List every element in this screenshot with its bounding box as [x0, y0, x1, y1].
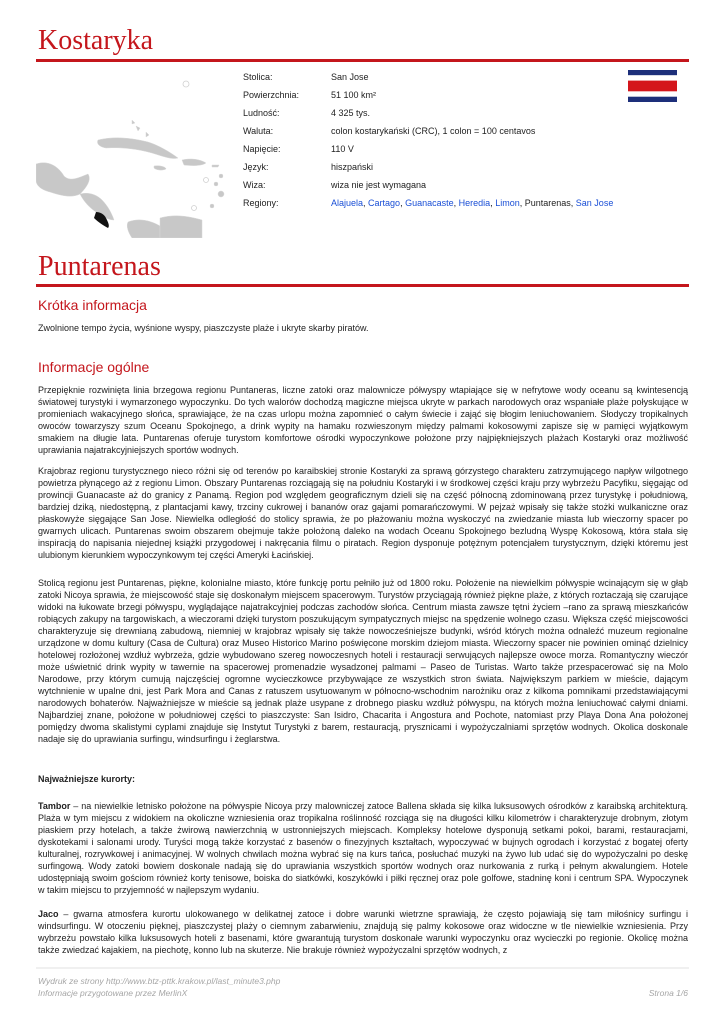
region-link-limon[interactable]: Limon — [495, 198, 520, 208]
fact-value: colon kostarykański (CRC), 1 colon = 100 centavos — [331, 126, 536, 136]
footer-page-number: Strona 1/6 — [648, 988, 688, 998]
resorts-heading — [38, 773, 688, 785]
fact-row-voltage — [243, 144, 613, 162]
fact-row-language — [243, 162, 613, 180]
fact-row-visa — [243, 180, 613, 198]
flag-stripe-blue-bottom — [628, 97, 677, 102]
region-current-puntarenas: Puntarenas — [524, 198, 571, 208]
region-link-guanacaste[interactable]: Guanacaste — [405, 198, 454, 208]
resort-jaco — [38, 908, 688, 956]
fact-label: Napięcie: — [243, 144, 281, 154]
region-title: Puntarenas — [38, 251, 161, 282]
country-facts-table — [243, 72, 613, 216]
resort-description: – gwarna atmosfera kurortu ulokowanego w delikatnej zatoce i dobre warunki wietrzne sprawiają, że często pojawiają się tam miłośnicy surfingu i windsurfingu. W otoczeniu pięknej, piaszczystej plaży o ciemnym zabarwieniu, znajdują się palmy kokosowe oraz widoczne w tle niewielkie wzniesienia. Przy wybrzeżu powstało kilka luksusowych hoteli z basenami, które gwarantują turystom doskonałe warunki wypoczynku oraz wycieczki po regionie. Okolicę można także zwiedzać kajakiem, na piechotę, konno lub na skuterze. Nie brakuje również wypożyczalni sprzętów wodnych, z — [38, 909, 688, 955]
fact-row-area — [243, 90, 613, 108]
resort-description: – na niewielkie letnisko położone na półwyspie Nicoya przy malowniczej zatoce Ballena składa się kilka luksusowych ośrodków z karaibską architekturą. Plaża w tym miejscu z widokiem na okoliczne wzniesienia oraz tropikalna roślinność rozciąga się na długości kilku kilometrów i charakteryzuje drobnym, złotym piaskiem przy hotelach, a także żwirową nawierzchnią w ustronniejszych miejscach. Kompleksy hotelowe dysponują setkami pokoi, barami, restauracjami, dyskotekami i salonami urody. Turyści mogą także korzystać z basenów o finezyjnych kształtach, wypoczywać w bujnych ogrodach i korzystać z bogatej oferty kulturalnej, rozrywkowej i animacyjnej. W wolnych chwilach można wybrać się na kurs tańca, posłuchać muzyki na żywo lub udać się do wypożyczalni po deskę surfingową. Wody zatoki bowiem doskonale nadają się do uprawiania wszystkich sportów wodnych oraz nurkowania z rurką i pełnym akwalungiem. Hotele udostępniają swoim gościom również korty tenisowe, boiska do siatkówki, koszykówki i piłki ręcznej oraz pole golfowe, stadninę koni i centrum SPA. Wypoczynek w takim miejscu to przyjemność w najlepszym wydaniu. — [38, 801, 688, 895]
region-title-rule — [36, 284, 689, 287]
paragraph-intro: Przepięknie rozwinięta linia brzegowa regionu Puntaneras, liczne zatoki oraz malownicze półwyspy wtapiające się w nefrytowe wody oceanu są kwintesencją światowej turystyki i wymarzonego wypoczynku. Do tych walorów dochodzą magiczne miejsca ukryte w parkach narodowych oraz wspaniałe plaże połyskujące w promieniach wakacyjnego słońca, sprawiające, że na czas urlopu można zapomnieć o całym świecie i zająć się błogim leniuchowaniem. Słodyczy tropikalnych owoców towarzyszy szum Oceanu Spokojnego, a drink wypity na hamaku rozwieszonym między palmami kokosowymi zapisze się w pamięci wyjątkowym smakiem na długie lata. Puntarenas oferuje turystom komfortowe ośrodki wypoczynkowe położone przy najpiękniejszych plażach Kostaryki oraz możliwość uprawiania najatrakcyjniejszych sportów wodnych. — [38, 385, 688, 455]
fact-value: San Jose — [331, 72, 369, 82]
footer-separator — [36, 967, 689, 969]
fact-label: Wiza: — [243, 180, 266, 190]
fact-label: Ludność: — [243, 108, 280, 118]
map-land-colombia — [127, 220, 160, 238]
fact-row-population — [243, 108, 613, 126]
footer-prepared: Informacje przygotowane przez MerlinX — [38, 988, 188, 998]
fact-label: Powierzchnia: — [243, 90, 300, 100]
map-land-cuba — [97, 138, 178, 159]
fact-row-capital — [243, 72, 613, 90]
regions-list: Alajuela, Cartago, Guanacaste, Heredia, Limon, Puntarenas, San Jose — [331, 198, 614, 208]
fact-row-currency — [243, 126, 613, 144]
short-info-heading: Krótka informacja — [38, 297, 147, 313]
fact-label: Stolica: — [243, 72, 273, 82]
map-land-jamaica — [154, 166, 166, 170]
fact-label: Regiony: — [243, 198, 279, 208]
region-link-san-jose[interactable]: San Jose — [575, 198, 614, 208]
footer-source: Wydruk ze strony http://www.btz-pttk.krakow.pl/last_minute3.php — [38, 976, 281, 986]
locator-map — [36, 68, 226, 238]
flag-stripe-white-bottom — [628, 91, 677, 96]
fact-value: wiza nie jest wymagana — [331, 180, 427, 190]
resort-name: Tambor — [38, 801, 71, 811]
fact-value: 110 V — [331, 144, 354, 154]
country-title: Kostaryka — [38, 25, 154, 56]
region-link-cartago[interactable]: Cartago — [368, 198, 401, 208]
map-land-hispaniola — [182, 159, 206, 166]
fact-value: 4 325 tys. — [331, 108, 371, 118]
short-info-text: Zwolnione tempo życia, wyśnione wyspy, piaszczyste plaże i ukryte skarby piratów. — [38, 323, 369, 333]
map-land-venezuela — [160, 216, 202, 238]
region-link-heredia[interactable]: Heredia — [458, 198, 491, 208]
map-land-puertorico — [212, 165, 219, 167]
fact-value: hiszpański — [331, 162, 374, 172]
footer-line — [38, 988, 688, 998]
fact-value: 51 100 km² — [331, 90, 377, 100]
flag-stripe-blue-top — [628, 70, 677, 75]
fact-row-regions — [243, 198, 613, 216]
general-info-heading: Informacje ogólne — [38, 359, 150, 375]
costa-rica-flag-icon — [628, 70, 677, 102]
flag-stripe-red — [628, 81, 677, 92]
paragraph-capital: Stolicą regionu jest Puntarenas, piękne, kolonialne miasto, które funkcję portu pełniło już od 1800 roku. Położenie na niewielkim półwyspie wcinającym się w głąb zatoki Nicoya sprawia, że miejscowość staje się doskonałym miejscem spacerowym. Turystów przyciągają również piękne plaże, z których roztaczają się czarujące widoki na łukowate brzegi półwyspu, wyglądające najatrakcyjniej podczas zachodów słońca. Centrum miasta zawsze tętni życiem –rano za sprawą mieszkańców robiących zakupy na targowiskach, a wieczorami dzięki turystom poszukującym sympatycznych miejsc na spędzenie wolnego czasu. Większa część miejscowości charakteryzuje się drewnianą zabudową, niemniej w krajobraz wpisały się także nowocześniejsze budynki, wśród których można odnaleźć muzeum regionalne urządzone w domu kultury (Casa de Cultura) oraz Museo Historico Marino poświęcone morskim dziejom miasta. Wieczorny spacer nie powinien ominąć dzielnicy hotelowej rozłożonej wzdłuż wybrzeża, gdzie wybudowano szereg nowoczesnych hoteli i restauracji serwujących najlepsze owoce morza. Romantyczny wieczór może uświetnić drink wypity w tawernie na spacerowej promenadzie wysadzonej palmami – Paseo de Turistas. Warto także przespacerować się na Molo Narodowe, przy którym cumują najczęściej ogromne wycieczkowce przybywające ze wszystkich stron świata. Największym parkiem w mieście, dającym wytchnienie w upalne dni, jest Park Mora and Canas z ratuszem usytuowanym w północno-wschodnim narożniku oraz z kilkoma pomnikami przedstawiającymi narodowych bohaterów. Najważniejsze w mieście są jednak plaże usypane z drobnego piasku wzdłuż półwyspu, na których można leniuchować całymi dniami. Najbardziej znane, położone w południowej części to piaszczyste: San Isidro, Chacarita i Angostura and Pochote, natomiast przy Playa Dona Ana położonej pomiędzy dwoma skalistymi cyplami znajduje się Instytut Turystyki z barem, restauracją, prysznicami i wypożyczalniami sprzętów wodnych. Okolica doskonale nadaje się do uprawiania surfingu, windsurfingu i żeglarstwa. — [38, 578, 688, 744]
map-land-mexico — [36, 163, 89, 196]
flag-stripe-white-top — [628, 75, 677, 80]
title-rule — [36, 59, 689, 62]
fact-label: Waluta: — [243, 126, 274, 136]
region-link-alajuela[interactable]: Alajuela — [331, 198, 364, 208]
resort-tambor — [38, 800, 688, 896]
paragraph-landscape: Krajobraz regionu turystycznego nieco różni się od terenów po karaibskiej stronie Kostaryki za sprawą górzystego charakteru zatrzymującego napływ wilgotnego powietrza płynącego aż z regionu Limon. Obszary Puntarenas rozciągają się na południu Kostaryki i w środkowej części kraju przy wybrzeżu Pacyfiku, sięgając od prowincji Guanacaste aż do granicy z Panamą. Region pod względem geograficznym dzieli się na część północną zdominowaną przez turystykę i południową, bardziej dziką, niedostępną, z plantacjami kawy, trzciny cukrowej i bananów oraz gajami pomarańczowymi. W pejzaż wpisały się także stożki wulkaniczne oraz płaskowyże sięgające San Jose. Niewielka odległość do stolicy sprawia, że po płażowaniu można wyskoczyć na zwiedzanie miasta lub wieczorny spacer po gwarnych ulicach. Puntarenas swoim obszarem obejmuje także położoną daleko na wodach Oceanu Spokojnego bezludną Wyspę Kokosową, która stała się inspiracją do napisania niejednej książki przygodowej i nakręcania filmu o piratach. Region dysponuje potężnym potencjałem turystycznym, dzięki któremu jest ulubionym kierunkiem wypoczynkowym tej części Ameryki Łacińskiej. — [38, 466, 688, 560]
resorts-heading-text: Najważniejsze kurorty: — [38, 774, 136, 784]
fact-label: Język: — [243, 162, 269, 172]
resort-name: Jaco — [38, 909, 59, 919]
map-land-bahamas — [132, 120, 149, 137]
